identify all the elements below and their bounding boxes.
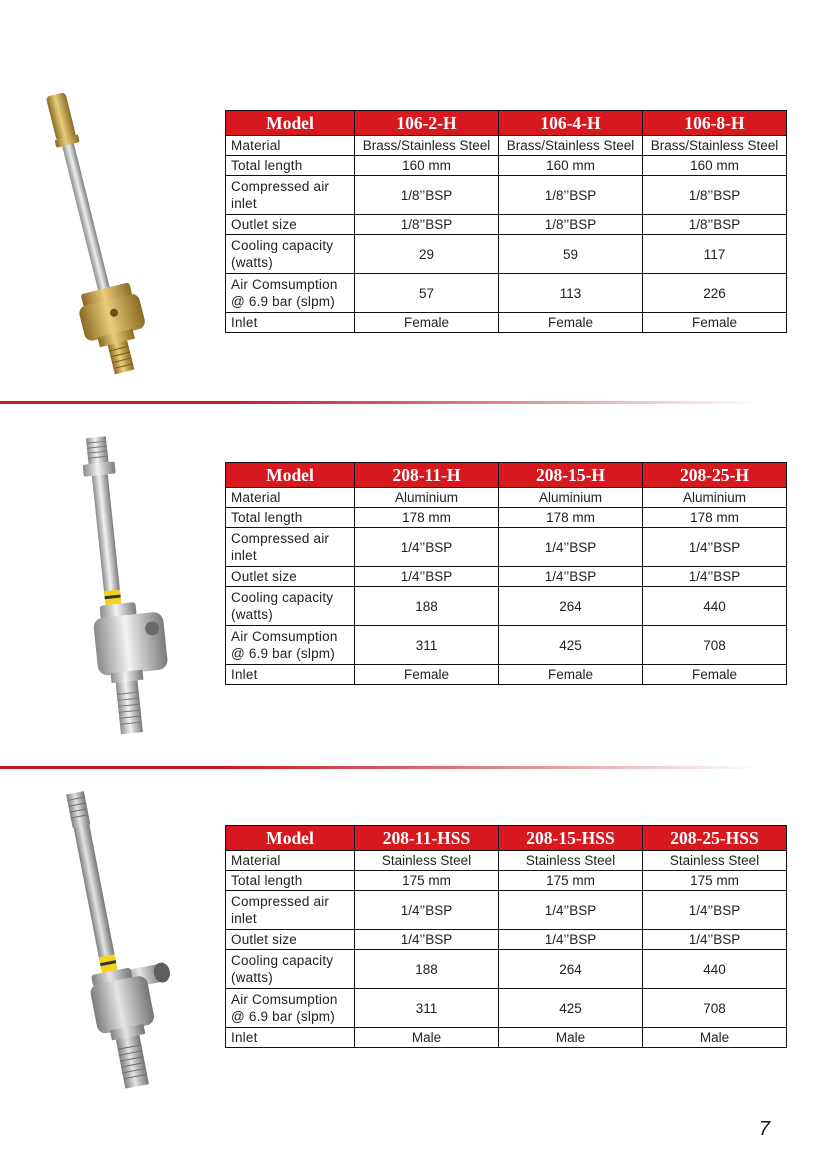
cell-value: 160 mm [355,156,499,176]
table-row [226,528,787,567]
table-row [226,215,787,235]
cell-value: Stainless Steel [499,851,643,871]
cell-value: 1/4’’BSP [643,528,787,567]
cell-value: Aluminium [643,488,787,508]
cell-value: 1/8’’BSP [499,215,643,235]
row-label: Air Comsumption @ 6.9 bar (slpm) [226,274,355,313]
header-cell: 208-15-HSS [499,826,643,851]
table-row [226,274,787,313]
cell-value: 1/4’’BSP [355,567,499,587]
header-cell: 208-25-HSS [643,826,787,851]
cell-value: 264 [499,950,643,989]
cell-value: 1/4’’BSP [643,567,787,587]
spec-table-106 [225,110,787,333]
header-cell: 208-11-H [355,463,499,488]
cell-value: Male [355,1028,499,1048]
cell-value: 1/4’’BSP [499,891,643,930]
cell-value: 1/8’’BSP [643,215,787,235]
cell-value: 1/4’’BSP [499,567,643,587]
table-row [226,950,787,989]
cell-value: 1/4’’BSP [643,891,787,930]
cell-value: 440 [643,587,787,626]
cell-value: 1/8’’BSP [355,176,499,215]
table-header-row [226,463,787,488]
header-cell: Model [226,111,355,136]
cell-value: Female [355,665,499,685]
spec-table-208 [225,462,787,685]
row-label: Outlet size [226,215,355,235]
table-row [226,891,787,930]
spec-table-208-hss [225,825,787,1048]
brass-vortex-tube-image [40,80,190,395]
cell-value: Brass/Stainless Steel [355,136,499,156]
row-label: Cooling capacity (watts) [226,950,355,989]
row-label: Total length [226,508,355,528]
header-cell: 208-25-H [643,463,787,488]
cell-value: 1/8’’BSP [643,176,787,215]
cell-value: 188 [355,587,499,626]
cell-value: Female [643,313,787,333]
aluminium-vortex-tube-image [60,430,210,750]
cell-value: 188 [355,950,499,989]
cell-value: 1/8’’BSP [499,176,643,215]
table-row [226,930,787,950]
cell-value: 425 [499,989,643,1028]
cell-value: 1/4’’BSP [355,528,499,567]
cell-value: 178 mm [355,508,499,528]
table-header-row [226,826,787,851]
cell-value: 29 [355,235,499,274]
row-label: Compressed air inlet [226,528,355,567]
header-cell: Model [226,826,355,851]
cell-value: 708 [643,989,787,1028]
table-row [226,313,787,333]
cell-value: 425 [499,626,643,665]
header-cell: 106-4-H [499,111,643,136]
cell-value: 1/4’’BSP [355,891,499,930]
row-label: Total length [226,871,355,891]
table-row [226,1028,787,1048]
row-label: Material [226,136,355,156]
cell-value: 708 [643,626,787,665]
row-label: Compressed air inlet [226,891,355,930]
cell-value: 113 [499,274,643,313]
cell-value: Female [499,665,643,685]
cell-value: 160 mm [499,156,643,176]
cell-value: 226 [643,274,787,313]
cell-value: 178 mm [499,508,643,528]
cell-value: 1/4’’BSP [643,930,787,950]
row-label: Inlet [226,1028,355,1048]
cell-value: Female [643,665,787,685]
table-row [226,136,787,156]
row-label: Air Comsumption @ 6.9 bar (slpm) [226,989,355,1028]
stainless-vortex-tube-image [55,780,215,1105]
cell-value: Male [643,1028,787,1048]
table-row [226,235,787,274]
row-label: Inlet [226,313,355,333]
row-label: Inlet [226,665,355,685]
table-row [226,587,787,626]
cell-value: Female [355,313,499,333]
header-cell: 106-8-H [643,111,787,136]
table-row [226,488,787,508]
header-cell: 106-2-H [355,111,499,136]
cell-value: 59 [499,235,643,274]
section-divider [0,401,760,404]
cell-value: 440 [643,950,787,989]
row-label: Total length [226,156,355,176]
cell-value: 57 [355,274,499,313]
table-row [226,626,787,665]
cell-value: Brass/Stainless Steel [499,136,643,156]
row-label: Material [226,851,355,871]
row-label: Compressed air inlet [226,176,355,215]
table-row [226,665,787,685]
header-cell: 208-15-H [499,463,643,488]
cell-value: Female [499,313,643,333]
row-label: Cooling capacity (watts) [226,235,355,274]
header-cell: Model [226,463,355,488]
cell-value: Aluminium [355,488,499,508]
table-row [226,508,787,528]
row-label: Outlet size [226,930,355,950]
table-header-row [226,111,787,136]
row-label: Outlet size [226,567,355,587]
header-cell: 208-11-HSS [355,826,499,851]
cell-value: 1/8’’BSP [355,215,499,235]
cell-value: 1/4’’BSP [499,930,643,950]
cell-value: 175 mm [643,871,787,891]
cell-value: 175 mm [499,871,643,891]
cell-value: Brass/Stainless Steel [643,136,787,156]
table-row [226,851,787,871]
table-row [226,156,787,176]
page-number: 7 [758,1118,770,1140]
table-row [226,567,787,587]
cell-value: Stainless Steel [355,851,499,871]
cell-value: 175 mm [355,871,499,891]
row-label: Cooling capacity (watts) [226,587,355,626]
cell-value: 264 [499,587,643,626]
cell-value: Male [499,1028,643,1048]
cell-value: Stainless Steel [643,851,787,871]
row-label: Material [226,488,355,508]
row-label: Air Comsumption @ 6.9 bar (slpm) [226,626,355,665]
section-divider [0,766,760,769]
cell-value: 160 mm [643,156,787,176]
cell-value: 178 mm [643,508,787,528]
table-row [226,989,787,1028]
cell-value: Aluminium [499,488,643,508]
cell-value: 1/4’’BSP [355,930,499,950]
table-row [226,871,787,891]
table-row [226,176,787,215]
cell-value: 311 [355,626,499,665]
cell-value: 117 [643,235,787,274]
cell-value: 1/4’’BSP [499,528,643,567]
cell-value: 311 [355,989,499,1028]
